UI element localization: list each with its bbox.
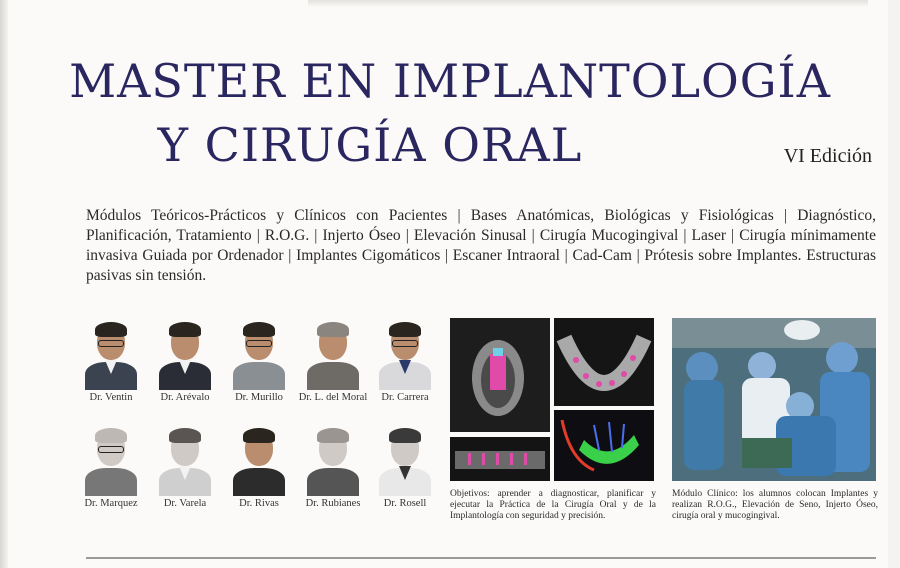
doctor-portrait	[157, 428, 213, 496]
doctor-card	[72, 322, 150, 403]
doctor-card	[294, 428, 372, 509]
doctor-portrait	[83, 322, 139, 390]
doctor-name: Dr. Marquez	[84, 498, 138, 509]
clinical-module-caption: Módulo Clínico: los alumnos colocan Implantes y realizan R.O.G., Elevación de Seno, Injerto Óseo, cirugía oral y mucogingival.	[672, 489, 878, 521]
doctor-card	[220, 428, 298, 509]
doctor-name: Dr. Arévalo	[160, 392, 210, 403]
doctor-name: Dr. Carrera	[381, 392, 429, 403]
ct-arch-image	[554, 318, 654, 406]
doctor-card	[366, 322, 444, 403]
objectives-caption: Objetivos: aprender a diagnosticar, planificar y ejecutar la Práctica de la Cirugía Oral y de la Implantología con seguridad y precisión.	[450, 489, 656, 521]
edition-label: VI Edición	[783, 145, 872, 167]
ct-panoramic-image	[450, 437, 550, 481]
doctor-portrait	[377, 322, 433, 390]
doctor-portrait	[231, 428, 287, 496]
doctor-name: Dr. Rubianes	[305, 498, 361, 509]
top-rule	[308, 0, 868, 6]
doctor-portrait	[377, 428, 433, 496]
doctor-card	[146, 322, 224, 403]
doctor-card	[366, 428, 444, 509]
doctor-name: Dr. Murillo	[235, 392, 283, 403]
doctor-card	[146, 428, 224, 509]
doctor-name: Dr. L. del Moral	[298, 392, 368, 403]
doctor-card	[220, 322, 298, 403]
title-line-1: MASTER EN IMPLANTOLOGÍA	[69, 54, 831, 108]
ct-cross-section-image	[450, 318, 550, 432]
doctor-portrait	[83, 428, 139, 496]
surgery-photo	[672, 318, 876, 481]
doctor-portrait	[157, 322, 213, 390]
3d-guide-image	[554, 410, 654, 481]
doctor-name: Dr. Ventin	[89, 392, 133, 403]
doctor-name: Dr. Rosell	[383, 498, 427, 509]
intro-paragraph: Módulos Teóricos-Prácticos y Clínicos con Pacientes | Bases Anatómicas, Biológicas y Fisiológicas | Diagnóstico, Planificación, Tratamiento | R.O.G. | Injerto Óseo | Elevación Sinusal | Cirugía Mucogingival | Laser | Cirugía mínimamente invasiva Guiada por Ordenador | Implantes Cigomáticos | Escaner Intraoral | Cad-Cam | Prótesis sobre Implantes. Estructuras pasivas sin tensión.	[86, 207, 876, 284]
doctor-portrait	[231, 322, 287, 390]
bottom-rule	[86, 557, 876, 559]
doctor-name: Dr. Rivas	[239, 498, 279, 509]
doctor-card	[294, 322, 372, 403]
doctor-card	[72, 428, 150, 509]
title-line-2: Y CIRUGÍA ORAL	[157, 118, 583, 172]
doctor-portrait	[305, 322, 361, 390]
doctor-name: Dr. Varela	[163, 498, 207, 509]
doctor-portrait	[305, 428, 361, 496]
